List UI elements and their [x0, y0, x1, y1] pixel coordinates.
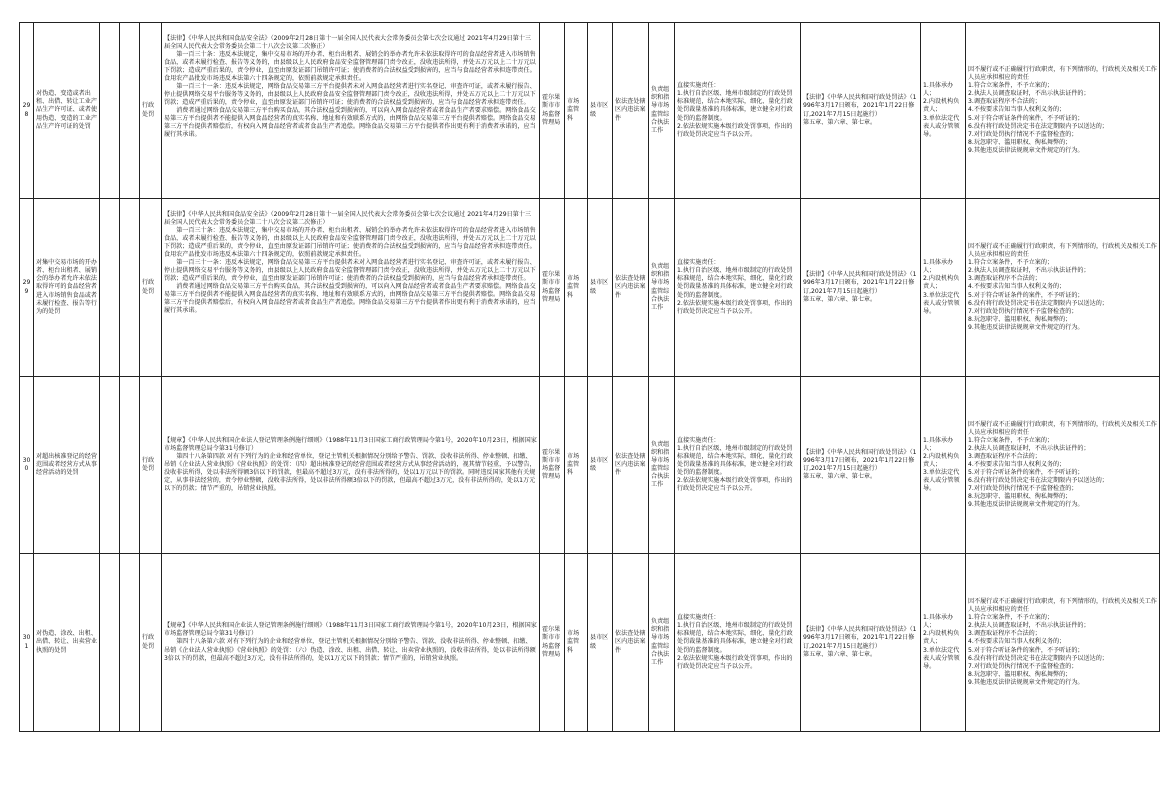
scope: 依法查处辖区内违法案件	[613, 23, 649, 199]
level: 县市区级	[588, 23, 613, 199]
responsibility: 负责组织和指导市场监管综合执法工作	[649, 554, 675, 732]
penalty-text: 因不履行或不正确履行行政职责，有下列情形的，行政机关及相关工作人员应承担相应的责任 1.符合立案条件，不予立案的； 2.执法人员调查取证时，不出示执法证件的； 3.调查取证程序不合法的； 4.不按要求告知当事人权利义务的； 5.对于符合听证条件的案件，不予听证的； 6.没有将行政处罚决定书在法定期限内予以送达的； 7.对行政处罚执行情况不予监督检查的； 8.玩忽职守、滥用职权、徇私舞弊的； 9.其他违反法律法规规章文件规定的行为。	[966, 377, 1160, 554]
legal-basis	[162, 199, 540, 377]
empty-cell	[100, 23, 120, 199]
responsible-subject: 1.具体承办人； 2.内设机构负责人； 3.单位法定代表人或分管领导。	[921, 554, 966, 732]
item-type: 行政处罚	[140, 377, 162, 554]
table-row	[20, 23, 1160, 199]
basis-head: 【法律】《中华人民共和国食品安全法》（2009年2月28日第十一届全国人民代表大会常务委员会第七次会议通过 2021年4月29日第十三届全国人民代表大会常务委员会第二十八次会议第二次修正）	[164, 211, 531, 227]
basis-head: 【法律】《中华人民共和国食品安全法》（2009年2月28日第十一届全国人民代表大会常务委员会第七次会议通过 2021年4月29日第十三届全国人民代表大会常务委员会第二十八次会议第二次修正）	[164, 35, 531, 51]
item-name: 对集中交易市场的开办者、柜台出租者、展销会的举办者允许未依法取得许可的食品经营者进入市场销售食品或者未履行检查、报告等行为的处罚	[34, 199, 100, 377]
basis-para: 第四十八条第六款 对有下列行为的企业和经营单位，登记主管机关根据情况分别给予警告、罚款、没收非法所得、停业整顿、扣缴、吊销《企业法人营业执照》《营业执照》的处罚：（六）伪造、涂改、出租、出借、转让、出卖营业执照的，没收非法所得，处以非法所得额3倍以下的罚款，但最高不超过3万元，没有非法所得的，处以1万元以下的罚款；情节严重的，吊销营业执照。	[164, 638, 536, 662]
table-row	[20, 199, 1160, 377]
responsibility-table	[19, 22, 1160, 732]
empty-cell	[100, 377, 120, 554]
empty-cell	[120, 199, 140, 377]
scope: 依法查处辖区内违法案件	[613, 554, 649, 732]
empty-cell	[120, 554, 140, 732]
basis-para: 第一百三十一条：违反本法规定，网络食品交易第三方平台提供者未对入网食品经营者进行实名登记、审查许可证，或者未履行报告、停止提供网络交易平台服务等义务的，由县级以上人民政府食品安全监督管理部门责令改正，没收违法所得，并处五万元以上二十万元以下罚款；造成严重后果的，责令停业，直至由原发证部门吊销许可证；使消费者的合法权益受到损害的，应当与食品经营者承担连带责任。	[164, 83, 536, 107]
responsible-subject: 1.具体承办人； 2.内设机构负责人； 3.单位法定代表人或分管领导。	[921, 199, 966, 377]
basis-head: 【规章】《中华人民共和国企业法人登记管理条例施行细则》（1988年11月3日国家工商行政管理局令第1号，2020年10月23日，根据国家市场监督管理总局令第31号修订）	[164, 622, 537, 638]
law-text: 【法律】《中华人民共和国行政处罚法》（1996年3月17日颁布，2021年1月22日修订,2021年7月15日起施行） 第五章、第六章、第七章。	[801, 199, 921, 377]
responsible-subject: 1.具体承办人； 2.内设机构负责人； 3.单位法定代表人或分管领导。	[921, 23, 966, 199]
basis-para: 第四十八条第四款 对有下列行为的企业和经营单位，登记主管机关根据情况分别给予警告、罚款、没收非法所得、停业整顿、扣缴、吊销《企业法人营业执照》《营业执照》的处罚：（四）超出核准登记的经营范围或者经营方式从事经营活动的，视其情节轻重，予以警告，没收非法所得，处以非法所得额3倍以下的罚款，但最高不超过3万元，没有非法所得的，处以1万元以下的罚款。同时违反国家其他有关规定，从事非法经营的，责令停业整顿，没收非法所得，处以非法所得额3倍以下的罚款，但最高不超过3万元，没有非法所得的，处以1万元以下的罚款；情节严重的，吊销营业执照。	[164, 452, 536, 493]
legal-basis	[162, 554, 540, 732]
responsible-subject: 1.具体承办人； 2.内设机构负责人； 3.单位法定代表人或分管领导。	[921, 377, 966, 554]
penalty-text: 因不履行或不正确履行行政职责，有下列情形的，行政机关及相关工作人员应承担相应的责任 1.符合立案条件，不予立案的； 2.执法人员调查取证时，不出示执法证件的； 3.调查取证程序不合法的； 4.不按要求告知当事人权利义务的； 5.对于符合听证条件的案件，不予听证的； 6.没有将行政处罚决定书在法定期限内予以送达的； 7.对行政处罚执行情况不予监督检查的； 8.玩忽职守、滥用职权、徇私舞弊的； 9.其他违反法律法规规章文件规定的行为。	[966, 199, 1160, 377]
department: 霍尔果斯市市场监督管理局	[540, 377, 565, 554]
item-name: 对伪造、涂改、出租、出借、转让、出卖营业执照的处罚	[34, 554, 100, 732]
empty-cell	[120, 23, 140, 199]
level: 县市区级	[588, 199, 613, 377]
duty-text: 直接实施责任： 1.执行自治区级、地州市级制定的行政处罚标准规范，结合本地实际，细化、量化行政处罚裁量基准的具体标准，建立健全对行政处罚的监督制度。 2.依法依规实施本级行政处罚事项，作出的行政处罚决定应当予以公开。	[675, 23, 801, 199]
row-number: 299	[20, 199, 34, 377]
basis-head: 【规章】《中华人民共和国企业法人登记管理条例施行细则》（1988年11月3日国家工商行政管理局令第1号，2020年10月23日，根据国家市场监督管理总局令第31号修订）	[164, 436, 537, 452]
legal-basis	[162, 23, 540, 199]
empty-cell	[100, 199, 120, 377]
law-text: 【法律】《中华人民共和国行政处罚法》（1996年3月17日颁布，2021年1月22日修订,2021年7月15日起施行） 第五章、第六章、第七章。	[801, 554, 921, 732]
penalty-text: 因不履行或不正确履行行政职责，有下列情形的，行政机关及相关工作人员应承担相应的责任 1.符合立案条件，不予立案的； 2.执法人员调查取证时，不出示执法证件的； 3.调查取证程序不合法的； 4.不按要求告知当事人权利义务的； 5.对于符合听证条件的案件，不予听证的； 6.没有将行政处罚决定书在法定期限内予以送达的； 7.对行政处罚执行情况不予监督检查的； 8.玩忽职守、滥用职权、徇私舞弊的； 9.其他违反法律法规规章文件规定的行为。	[966, 554, 1160, 732]
department: 霍尔果斯市市场监督管理局	[540, 554, 565, 732]
duty-text: 直接实施责任： 1.执行自治区级、地州市级制定的行政处罚标准规范，结合本地实际，细化、量化行政处罚裁量基准的具体标准，建立健全对行政处罚的监督制度。 2.依法依规实施本级行政处罚事项，作出的行政处罚决定应当予以公开。	[675, 554, 801, 732]
basis-para: 第一百三十条：违反本法规定，集中交易市场的开办者、柜台出租者、展销会的举办者允许未依法取得许可的食品经营者进入市场销售食品，或者未履行检查、报告等义务的，由县级以上人民政府食品安全监督管理部门责令改正，没收违法所得，并处五万元以上二十万元以下罚款；造成严重后果的，责令停业，直至由原发证部门吊销许可证；使消费者的合法权益受到损害的，应当与食品经营者承担连带责任。食用农产品批发市场违反本法第六十四条规定的，依照前款规定承担责任。	[164, 51, 536, 83]
office: 市场监管科	[565, 554, 588, 732]
duty-text: 直接实施责任： 1.执行自治区级、地州市级制定的行政处罚标准规范，结合本地实际，细化、量化行政处罚裁量基准的具体标准，建立健全对行政处罚的监督制度。 2.依法依规实施本级行政处罚事项，作出的行政处罚决定应当予以公开。	[675, 199, 801, 377]
duty-text: 直接实施责任： 1.执行自治区级、地州市级制定的行政处罚标准规范，结合本地实际，细化、量化行政处罚裁量基准的具体标准，建立健全对行政处罚的监督制度。 2.依法依规实施本级行政处罚事项，作出的行政处罚决定应当予以公开。	[675, 377, 801, 554]
item-type: 行政处罚	[140, 199, 162, 377]
scope: 依法查处辖区内违法案件	[613, 199, 649, 377]
basis-para: 消费者通过网络食品交易第三方平台购买食品，其合法权益受到损害的，可以向入网食品经营者或者食品生产者要求赔偿。网络食品交易第三方平台提供者不能提供入网食品经营者的真实名称、地址和有效联系方式的，由网络食品交易第三方平台提供者赔偿。网络食品交易第三方平台提供者赔偿后，有权向入网食品经营者或者食品生产者追偿。网络食品交易第三方平台提供者作出更有利于消费者承诺的，应当履行其承诺。	[164, 283, 536, 315]
scope: 依法查处辖区内违法案件	[613, 377, 649, 554]
legal-basis	[162, 377, 540, 554]
responsibility: 负责组织和指导市场监管综合执法工作	[649, 377, 675, 554]
department: 霍尔果斯市市场监督管理局	[540, 23, 565, 199]
row-number: 301	[20, 554, 34, 732]
empty-cell	[120, 377, 140, 554]
law-text: 【法律】《中华人民共和国行政处罚法》（1996年3月17日颁布，2021年1月22日修订,2021年7月15日起施行） 第五章、第六章、第七章。	[801, 377, 921, 554]
office: 市场监管科	[565, 377, 588, 554]
row-number: 298	[20, 23, 34, 199]
item-name: 对伪造、变造或者出租、出借、转让工业产品生产许可证、或者使用伪造、变造的工业产品生产许可证的处罚	[34, 23, 100, 199]
basis-para: 第一百三十条：违反本法规定，集中交易市场的开办者、柜台出租者、展销会的举办者允许未依法取得许可的食品经营者进入市场销售食品，或者未履行检查、报告等义务的，由县级以上人民政府食品安全监督管理部门责令改正，没收违法所得，并处五万元以上二十万元以下罚款；造成严重后果的，责令停业，直至由原发证部门吊销许可证；使消费者的合法权益受到损害的，应当与食品经营者承担连带责任。食用农产品批发市场违反本法第六十四条规定的，依照前款规定承担责任。	[164, 227, 536, 259]
responsibility: 负责组织和指导市场监管综合执法工作	[649, 23, 675, 199]
responsibility: 负责组织和指导市场监管综合执法工作	[649, 199, 675, 377]
table-row	[20, 377, 1160, 554]
level: 县市区级	[588, 554, 613, 732]
item-type: 行政处罚	[140, 554, 162, 732]
office: 市场监管科	[565, 23, 588, 199]
basis-para: 消费者通过网络食品交易第三方平台购买食品，其合法权益受到损害的，可以向入网食品经营者或者食品生产者要求赔偿。网络食品交易第三方平台提供者不能提供入网食品经营者的真实名称、地址和有效联系方式的，由网络食品交易第三方平台提供者赔偿。网络食品交易第三方平台提供者赔偿后，有权向入网食品经营者或者食品生产者追偿。网络食品交易第三方平台提供者作出更有利于消费者承诺的，应当履行其承诺。	[164, 107, 536, 139]
empty-cell	[100, 554, 120, 732]
department: 霍尔果斯市市场监督管理局	[540, 199, 565, 377]
table-row	[20, 554, 1160, 732]
item-type: 行政处罚	[140, 23, 162, 199]
row-number: 300	[20, 377, 34, 554]
item-name: 对超出核准登记的经营范围或者经营方式从事经营活动的处罚	[34, 377, 100, 554]
law-text: 【法律】《中华人民共和国行政处罚法》（1996年3月17日颁布，2021年1月22日修订,2021年7月15日起施行） 第五章、第六章、第七章。	[801, 23, 921, 199]
office: 市场监管科	[565, 199, 588, 377]
basis-para: 第一百三十一条：违反本法规定，网络食品交易第三方平台提供者未对入网食品经营者进行实名登记、审查许可证，或者未履行报告、停止提供网络交易平台服务等义务的，由县级以上人民政府食品安全监督管理部门责令改正，没收违法所得，并处五万元以上二十万元以下罚款；造成严重后果的，责令停业，直至由原发证部门吊销许可证；使消费者的合法权益受到损害的，应当与食品经营者承担连带责任。	[164, 259, 536, 283]
level: 县市区级	[588, 377, 613, 554]
penalty-text: 因不履行或不正确履行行政职责，有下列情形的，行政机关及相关工作人员应承担相应的责任 1.符合立案条件，不予立案的； 2.执法人员调查取证时，不出示执法证件的； 3.调查取证程序不合法的； 4.不按要求告知当事人权利义务的； 5.对于符合听证条件的案件，不予听证的； 6.没有将行政处罚决定书在法定期限内予以送达的； 7.对行政处罚执行情况不予监督检查的； 8.玩忽职守、滥用职权、徇私舞弊的； 9.其他违反法律法规规章文件规定的行为。	[966, 23, 1160, 199]
